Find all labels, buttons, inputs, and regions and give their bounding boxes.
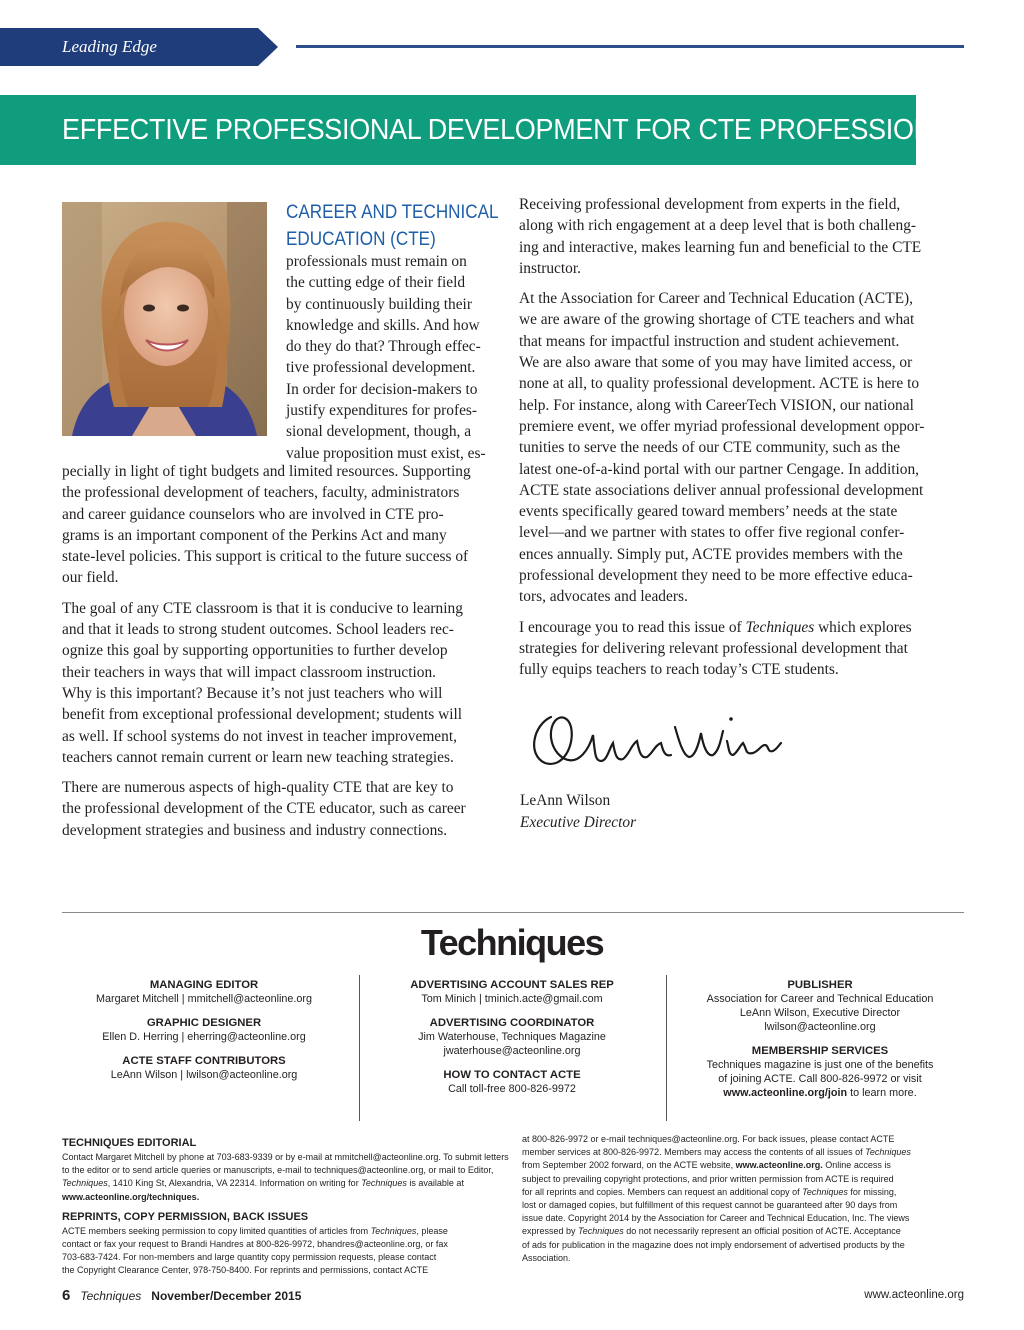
masthead-heading: GRAPHIC DESIGNER — [146, 1017, 262, 1029]
masthead-heading: ADVERTISING ACCOUNT SALES REP — [410, 979, 614, 991]
text-line: In order for decision-makers to — [286, 380, 478, 398]
small-line: issue date. Copyright 2014 by the Association for Career and Technical Education, Inc. The views — [522, 1213, 910, 1224]
text-line: tors, advocates and leaders. — [519, 588, 688, 606]
lead-heading-line: EDUCATION (CTE) — [286, 229, 436, 250]
text-fragment: for all reprints and copies. Members can request an additional copy of — [522, 1186, 803, 1197]
text-line: ognize this goal by supporting opportunities to further develop — [62, 642, 448, 660]
masthead-line: Techniques magazine is just one of the benefits — [706, 1059, 934, 1071]
text-line: latest one-of-a-kind portal with our partner Cengage. In addition, — [519, 460, 920, 478]
text-line: ences annually. Simply put, ACTE provides members with the — [519, 545, 903, 563]
text-line: that means for impactful instruction and student achievement. — [519, 332, 900, 350]
masthead-heading: ADVERTISING COORDINATOR — [429, 1017, 595, 1029]
small-line: lost or damaged copies, but fulfillment of this request cannot be guaranteed after 90 days from — [522, 1200, 898, 1211]
text-line: justify expenditures for profes- — [286, 402, 478, 420]
masthead-divider — [359, 975, 360, 1121]
text-fragment: , please — [416, 1225, 448, 1236]
magazine-name: Techniques — [62, 1178, 108, 1189]
article-title: EFFECTIVE PROFESSIONAL DEVELOPMENT FOR CTE PROFESSIONALS — [62, 114, 984, 146]
small-line: of ads for publication in the magazine does not imply endorsement of advertised products by the — [522, 1239, 905, 1250]
text-line: There are numerous aspects of high-quality CTE that are key to — [62, 779, 454, 797]
text-line: our field. — [62, 569, 119, 587]
magazine-name: Techniques — [865, 1147, 911, 1158]
text-line: strategies for delivering relevant professional development that — [519, 639, 908, 657]
signer-name: LeAnn Wilson — [520, 792, 611, 809]
text-line: by continuously building their — [286, 295, 472, 313]
magazine-name: Techniques — [745, 618, 815, 636]
masthead-column-advertising — [370, 978, 654, 1096]
text-line: and career guidance counselors who are involved in CTE pro- — [62, 505, 444, 523]
text-fragment: is available at — [406, 1178, 464, 1189]
text-line: At the Association for Career and Technical Education (ACTE), — [519, 290, 913, 308]
acte-website-link[interactable]: www.acteonline.org. — [735, 1160, 823, 1171]
section-label: Leading Edge — [62, 37, 157, 56]
text-line: and that it leads to strong student outcomes. School leaders rec- — [62, 621, 454, 639]
masthead-line: lwilson@acteonline.org — [764, 1021, 876, 1033]
text-line: the cutting edge of their field — [286, 274, 466, 292]
text-line: professionals must remain on — [286, 253, 467, 270]
reprints-heading: REPRINTS, COPY PERMISSION, BACK ISSUES — [62, 1210, 309, 1223]
text-line: We are also aware that some of you may have limited access, or — [519, 354, 913, 372]
masthead-line: Call toll-free 800-826-9972 — [448, 1083, 576, 1095]
masthead-line: Tom Minich | tminich.acte@gmail.com — [421, 993, 603, 1005]
text-line: Why is this important? Because it’s not just teachers who will — [62, 684, 443, 702]
text-line: Receiving professional development from experts in the field, — [519, 196, 901, 213]
text-line: The goal of any CTE classroom is that it is conducive to learning — [62, 599, 463, 617]
text-line: value proposition must exist, es- — [286, 444, 486, 462]
text-line — [519, 617, 965, 638]
footer-left — [62, 1287, 301, 1304]
lead-heading-line: CAREER AND TECHNICAL — [286, 202, 499, 223]
techniques-link[interactable]: www.acteonline.org/techniques. — [62, 1191, 200, 1202]
text-fragment: to learn more. — [847, 1087, 917, 1099]
page-number: 6 — [62, 1287, 71, 1304]
lead-heading — [286, 199, 499, 253]
text-line: sional development, though, a — [286, 423, 472, 441]
masthead-line: Margaret Mitchell | mmitchell@acteonline.org — [96, 993, 312, 1005]
masthead-line: of joining ACTE. Call 800-826-9972 or visit — [718, 1073, 922, 1085]
text-line: ing and interactive, makes learning fun and beneficial to the CTE — [519, 238, 922, 256]
text-line: help. For instance, along with CareerTech VISION, our national — [519, 396, 914, 414]
right-column-text — [519, 194, 965, 681]
small-line: Association. — [522, 1252, 571, 1263]
small-line — [522, 1146, 964, 1159]
text-line: do they do that? Through effec- — [286, 338, 481, 356]
text-line: development strategies and business and industry connections. — [62, 821, 448, 839]
masthead-heading: PUBLISHER — [787, 979, 853, 991]
masthead-column-publisher — [676, 978, 964, 1100]
small-line — [62, 1225, 502, 1238]
small-line: at 800-826-9972 or e-mail techniques@acteonline.org. For back issues, please contact ACTE — [522, 1134, 895, 1144]
text-fragment: do not necessarily represent an official position of ACTE. Acceptance — [623, 1226, 901, 1237]
masthead-line: jwaterhouse@acteonline.org — [443, 1045, 581, 1057]
masthead-heading: HOW TO CONTACT ACTE — [443, 1069, 581, 1081]
left-column-text — [62, 461, 510, 841]
text-line: the professional development of the CTE educator, such as career — [62, 800, 466, 818]
text-line: benefit from exceptional professional development; students will — [62, 706, 463, 724]
small-line: 703-683-7424. For non-members and large quantity copy permission requests, please contact — [62, 1252, 437, 1263]
small-line: contact or fax your request to Brandi Handres at 800-826-9972, bhandres@acteonline.org, or fax — [62, 1239, 448, 1250]
text-line: instructor. — [519, 259, 581, 277]
text-line: level—and we partner with states to offer five regional confer- — [519, 524, 905, 542]
editorial-heading: TECHNIQUES EDITORIAL — [62, 1137, 197, 1149]
text-fragment: ACTE members seeking permission to copy limited quantities of articles from — [62, 1225, 371, 1236]
masthead-rule — [62, 912, 964, 913]
footer-magazine: Techniques — [80, 1289, 142, 1303]
magazine-name: Techniques — [370, 1225, 417, 1236]
small-line — [62, 1191, 502, 1204]
small-line: the Copyright Clearance Center, 978-750-8400. For reprints and permissions, contact ACTE — [62, 1265, 429, 1276]
footer-url[interactable]: www.acteonline.org — [864, 1289, 964, 1301]
text-fragment: I encourage you to read this issue of — [519, 618, 746, 636]
text-line: as well. If school systems do not invest in teacher improvement, — [62, 727, 457, 745]
membership-link[interactable]: www.acteonline.org/join — [723, 1087, 848, 1099]
masthead-line: LeAnn Wilson, Executive Director — [739, 1007, 901, 1019]
masthead-logo: Techniques — [420, 922, 604, 963]
author-photo — [62, 202, 267, 436]
text-line: ACTE state associations deliver annual professional development — [519, 481, 924, 499]
text-fragment: , 1410 King St, Alexandria, VA 22314. Information on writing for — [107, 1178, 362, 1189]
signer-role: Executive Director — [520, 814, 637, 831]
masthead-heading: MANAGING EDITOR — [149, 979, 259, 991]
editorial-info-left — [62, 1136, 509, 1278]
masthead-line: Jim Waterhouse, Techniques Magazine — [418, 1031, 606, 1043]
small-line: subject to prevailing copyright protections, and prior written permission from ACTE is required — [522, 1173, 894, 1184]
small-line: Contact Margaret Mitchell by phone at 703-683-9339 or by e-mail at mmitchell@acteonline.org. To submit letters — [62, 1152, 509, 1162]
text-line: teachers cannot remain current or learn new teaching strategies. — [62, 748, 454, 766]
masthead-column-staff — [62, 978, 346, 1082]
text-fragment: from September 2002 forward, on the ACTE website, — [522, 1160, 736, 1171]
masthead-divider — [666, 975, 667, 1121]
text-line: along with rich engagement at a deep level that is both challeng- — [519, 217, 917, 235]
text-line: pecially in light of tight budgets and limited resources. Supporting — [62, 463, 471, 480]
footer-issue: November/December 2015 — [151, 1289, 302, 1303]
text-line: their teachers in ways that will impact classroom instruction. — [62, 663, 436, 681]
text-fragment: which explores — [814, 618, 912, 636]
editorial-info-right — [522, 1133, 964, 1265]
text-fragment: expressed by — [522, 1226, 579, 1237]
masthead-line: LeAnn Wilson | lwilson@acteonline.org — [110, 1069, 298, 1081]
masthead-line — [676, 1086, 964, 1100]
masthead-line: Association for Career and Technical Education — [706, 993, 934, 1005]
text-line: tive professional development. — [286, 359, 476, 377]
text-line: grams is an important component of the Perkins Act and many — [62, 526, 447, 544]
text-line: fully equips teachers to reach today’s CTE students. — [519, 661, 839, 679]
small-line: to the editor or to send article queries or manuscripts, e-mail to techniques@acteonline.org, or mail to Editor, — [62, 1165, 494, 1176]
left-narrow-text — [286, 251, 506, 464]
header-rule — [296, 45, 964, 48]
text-line: state-level policies. This support is critical to the future success of — [62, 548, 469, 566]
small-line — [62, 1177, 502, 1190]
text-line: none at all, to quality professional development. ACTE is here to — [519, 375, 920, 393]
signature — [523, 705, 783, 775]
text-line: knowledge and skills. And how — [286, 316, 480, 334]
small-line — [522, 1225, 964, 1238]
text-line: events specifically geared toward members’ needs at the state — [519, 503, 898, 521]
magazine-name: Techniques — [802, 1186, 848, 1197]
text-line: the professional development of teachers, faculty, administrators — [62, 484, 460, 502]
masthead-line: Ellen D. Herring | eherring@acteonline.org — [102, 1031, 306, 1043]
text-fragment: for missing, — [847, 1186, 897, 1197]
text-line: tunities to serve the needs of our CTE community, such as the — [519, 439, 901, 457]
magazine-name: Techniques — [578, 1226, 624, 1237]
magazine-name: Techniques — [361, 1178, 407, 1189]
text-line: we are aware of the growing shortage of CTE teachers and what — [519, 311, 915, 329]
masthead-heading: MEMBERSHIP SERVICES — [751, 1045, 889, 1057]
small-line — [522, 1186, 964, 1199]
masthead-heading: ACTE STAFF CONTRIBUTORS — [122, 1055, 286, 1067]
text-fragment: Online access is — [822, 1160, 891, 1171]
small-line — [522, 1159, 964, 1172]
text-fragment: member services at 800-826-9972. Members may access the contents of all issues of — [522, 1147, 866, 1158]
text-line: premiere event, we offer myriad professional development oppor- — [519, 417, 925, 435]
text-line: professional development they need to be more effective educa- — [519, 567, 913, 585]
